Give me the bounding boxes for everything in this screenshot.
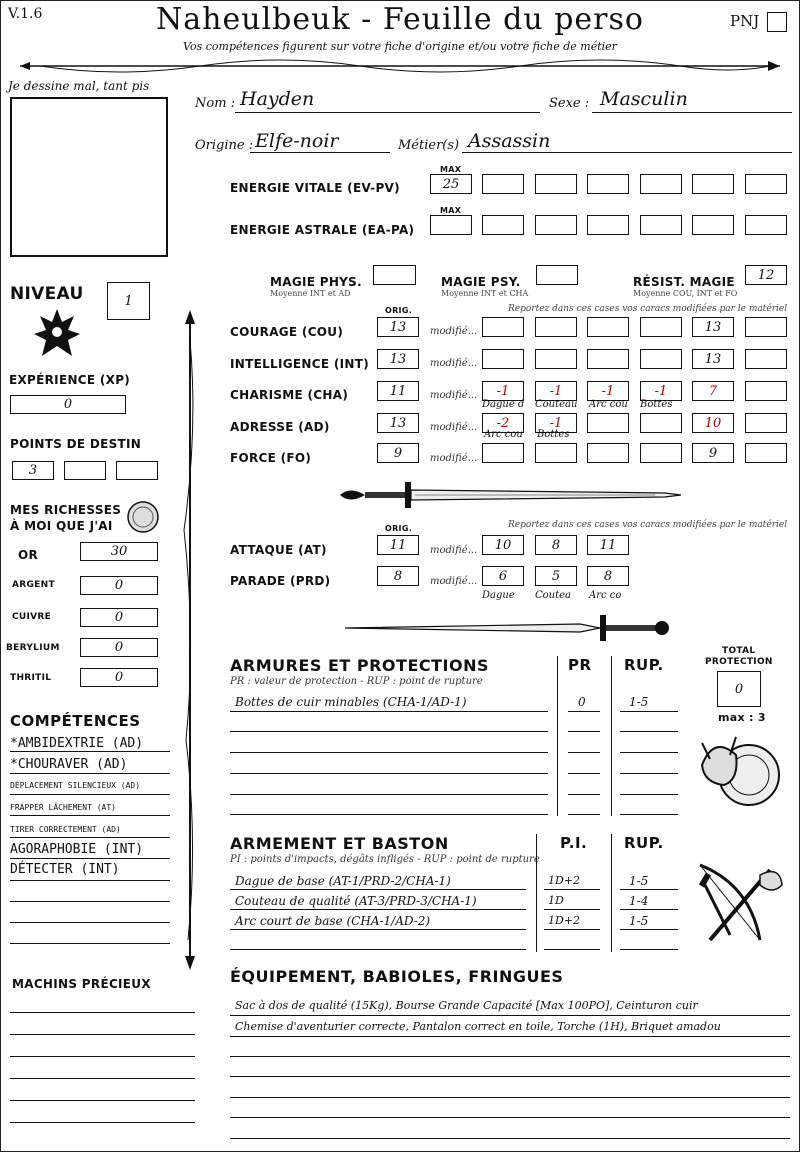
mod-box[interactable]: [640, 349, 682, 369]
nom-value[interactable]: Hayden: [240, 88, 315, 110]
page-subtitle: Vos compétences figurent sur votre fiche d'origine et/ou votre fiche de métier: [183, 40, 617, 53]
mod-box[interactable]: 10: [692, 413, 734, 433]
weapons-icon: [690, 855, 790, 950]
arme-rup[interactable]: 1-4: [629, 894, 649, 908]
ev-box[interactable]: [692, 174, 734, 194]
ev-box[interactable]: [745, 174, 787, 194]
ev-max-box[interactable]: 25: [430, 174, 472, 194]
xp-label: EXPÉRIENCE (XP): [9, 373, 131, 387]
argent-box[interactable]: 0: [80, 576, 158, 595]
modif-label: modifié...: [430, 326, 478, 337]
mod-box[interactable]: -1: [535, 413, 577, 433]
competence-item[interactable]: *CHOURAVER (AD): [10, 757, 128, 772]
ea-box[interactable]: [692, 215, 734, 235]
magie-phys-sub: Moyenne INT et AD: [270, 289, 351, 298]
attaque-label: ATTAQUE (AT): [230, 543, 327, 557]
sexe-value[interactable]: Masculin: [600, 88, 688, 110]
cuivre-label: CUIVRE: [12, 612, 52, 622]
page-title: Naheulbeuk - Feuille du perso: [156, 2, 644, 37]
equipement-line[interactable]: Sac à dos de qualité (15Kg), Bourse Grande Capacité [Max 100PO], Ceinturon cuir: [235, 999, 698, 1012]
orig-label: ORIG.: [385, 306, 413, 315]
ev-label: ENERGIE VITALE (EV-PV): [230, 181, 400, 195]
richesses-label-1: MES RICHESSES: [10, 503, 122, 517]
magie-phys-label: MAGIE PHYS.: [270, 275, 362, 289]
stats-note: Reportez dans ces cases vos caracs modifiées par le matériel: [508, 304, 788, 314]
machins-title: MACHINS PRÉCIEUX: [12, 977, 151, 991]
destin-box-3[interactable]: [116, 461, 158, 480]
mod-box[interactable]: [587, 443, 629, 463]
mod-box[interactable]: [640, 443, 682, 463]
modif-label: modifié...: [430, 453, 478, 464]
resist-magie-label: RÉSIST. MAGIE: [633, 275, 735, 289]
total-label-1: TOTAL: [722, 646, 756, 656]
mod-box[interactable]: -2: [482, 413, 524, 433]
pnj-checkbox[interactable]: [767, 12, 787, 32]
metier-value[interactable]: Assassin: [468, 130, 551, 152]
mod-box[interactable]: -1: [482, 381, 524, 401]
ea-max-box[interactable]: [430, 215, 472, 235]
mod-box[interactable]: [745, 317, 787, 337]
parade-label: PARADE (PRD): [230, 574, 331, 588]
combat-orig-label: ORIG.: [385, 524, 413, 533]
mod-box[interactable]: [482, 349, 524, 369]
competence-item[interactable]: DÉTECTER (INT): [10, 862, 120, 877]
ea-box[interactable]: [640, 215, 682, 235]
arme-name[interactable]: Couteau de qualité (AT-3/PRD-3/CHA-1): [235, 894, 477, 908]
mod-box[interactable]: [482, 317, 524, 337]
destin-label: POINTS DE DESTIN: [10, 437, 142, 451]
xp-box[interactable]: 0: [10, 395, 126, 414]
ea-label: ENERGIE ASTRALE (EA-PA): [230, 223, 415, 237]
cuivre-box[interactable]: 0: [80, 608, 158, 627]
destin-box-2[interactable]: [64, 461, 106, 480]
armure-rup[interactable]: 1-5: [629, 695, 649, 709]
mod-box[interactable]: [640, 317, 682, 337]
mod-box[interactable]: [587, 413, 629, 433]
arme-pi[interactable]: 1D+2: [548, 874, 581, 887]
stat-label-int: INTELLIGENCE (INT): [230, 357, 369, 371]
combat-caption: Arc co: [589, 590, 622, 601]
cha-caption: Dague d: [482, 399, 525, 410]
stat-label-cou: COURAGE (COU): [230, 325, 344, 339]
armures-col-rup: RUP.: [624, 656, 664, 674]
armure-pr[interactable]: 0: [578, 695, 586, 709]
coin-icon: [126, 500, 160, 534]
ev-box[interactable]: [587, 174, 629, 194]
thritil-label: THRITIL: [10, 673, 52, 683]
or-label: OR: [18, 548, 39, 562]
mod-box[interactable]: 13: [692, 317, 734, 337]
magie-phys-box[interactable]: [373, 265, 416, 285]
destin-box-1[interactable]: 3: [12, 461, 54, 480]
arme-pi[interactable]: 1D+2: [548, 914, 581, 927]
mod-box[interactable]: [745, 443, 787, 463]
armement-title: ARMEMENT ET BASTON: [230, 834, 449, 853]
mod-box[interactable]: [745, 381, 787, 401]
ea-box[interactable]: [535, 215, 577, 235]
parade-orig-box[interactable]: 8: [377, 566, 419, 586]
mod-box[interactable]: -1: [535, 381, 577, 401]
mod-box[interactable]: [535, 443, 577, 463]
ea-box[interactable]: [745, 215, 787, 235]
pnj-label: PNJ: [730, 12, 760, 30]
magie-psy-sub: Moyenne INT et CHA: [441, 289, 529, 298]
modif-label: modifié...: [430, 576, 478, 587]
modif-label: modifié...: [430, 545, 478, 556]
orig-box-int[interactable]: 13: [377, 349, 419, 369]
max-protection-label: max : 3: [718, 711, 766, 724]
spear-divider-icon: [0, 52, 800, 80]
sword-icon: [340, 611, 680, 645]
argent-label: ARGENT: [12, 580, 55, 590]
orig-box-fo[interactable]: 9: [377, 443, 419, 463]
resist-magie-sub: Moyenne COU, INT et FO: [633, 289, 738, 298]
ev-box[interactable]: [482, 174, 524, 194]
attaque-orig-box[interactable]: 11: [377, 535, 419, 555]
berylium-box[interactable]: 0: [80, 638, 158, 657]
magie-psy-box[interactable]: [536, 265, 578, 285]
mod-box[interactable]: [535, 349, 577, 369]
competences-title: COMPÉTENCES: [10, 712, 141, 730]
nom-label: Nom :: [195, 96, 236, 111]
stat-label-cha: CHARISME (CHA): [230, 388, 349, 402]
stat-label-ad: ADRESSE (AD): [230, 420, 330, 434]
orig-box-cha[interactable]: 11: [377, 381, 419, 401]
stat-label-fo: FORCE (FO): [230, 451, 312, 465]
richesses-label-2: À MOI QUE J'AI: [10, 519, 113, 533]
armures-sub: PR : valeur de protection - RUP : point de rupture: [230, 676, 483, 687]
ad-caption: Bottes: [537, 429, 570, 440]
version-label: V.1.6: [8, 6, 43, 22]
arme-name[interactable]: Dague de base (AT-1/PRD-2/CHA-1): [235, 874, 451, 888]
sexe-label: Sexe :: [549, 96, 590, 111]
equipement-title: ÉQUIPEMENT, BABIOLES, FRINGUES: [230, 967, 564, 986]
niveau-label: NIVEAU: [10, 284, 84, 304]
helmet-shield-icon: [694, 725, 784, 815]
mod-box[interactable]: [745, 413, 787, 433]
ev-max-label: MAX: [440, 165, 462, 174]
mod-box[interactable]: [587, 317, 629, 337]
berylium-label: BERYLIUM: [6, 643, 60, 653]
attaque-mod-box[interactable]: 8: [535, 535, 577, 555]
orig-box-cou[interactable]: 13: [377, 317, 419, 337]
armures-title: ARMURES ET PROTECTIONS: [230, 656, 489, 675]
competence-item[interactable]: FRAPPER LÂCHEMENT (AT): [10, 803, 116, 812]
dragon-icon: [32, 304, 82, 364]
or-box[interactable]: 30: [80, 542, 158, 561]
arme-rup[interactable]: 1-5: [629, 914, 649, 928]
mod-box[interactable]: [745, 349, 787, 369]
ad-caption: Arc cou: [484, 429, 523, 440]
armure-name[interactable]: Bottes de cuir minables (CHA-1/AD-1): [235, 695, 467, 709]
attaque-mod-box[interactable]: 11: [587, 535, 629, 555]
ea-box[interactable]: [482, 215, 524, 235]
competence-item[interactable]: AGORAPHOBIE (INT): [10, 842, 144, 857]
combat-caption: Coutea: [535, 590, 572, 601]
ea-max-label: MAX: [440, 206, 462, 215]
sword-icon: [335, 478, 685, 512]
mod-box[interactable]: [482, 443, 524, 463]
ev-box[interactable]: [640, 174, 682, 194]
ev-box[interactable]: [535, 174, 577, 194]
cha-caption: Couteau: [535, 399, 578, 410]
orig-box-ad[interactable]: 13: [377, 413, 419, 433]
origine-label: Origine :: [195, 138, 254, 153]
competence-item[interactable]: DÉPLACEMENT SILENCIEUX (AD): [10, 781, 141, 790]
attaque-mod-box[interactable]: 10: [482, 535, 524, 555]
mod-box[interactable]: 9: [692, 443, 734, 463]
armement-col-rup: RUP.: [624, 834, 664, 852]
parade-mod-box[interactable]: 5: [535, 566, 577, 586]
arme-name[interactable]: Arc court de base (CHA-1/AD-2): [235, 914, 431, 928]
armement-sub: PI : points d'impacts, dégâts infligés - RUP : point de rupture: [230, 854, 540, 865]
competence-item[interactable]: TIRER CORRECTEMENT (AD): [10, 825, 121, 834]
parade-mod-box[interactable]: 6: [482, 566, 524, 586]
metier-label: Métier(s): [398, 138, 460, 153]
mod-box[interactable]: [640, 413, 682, 433]
thritil-box[interactable]: 0: [80, 668, 158, 687]
arme-pi[interactable]: 1D: [548, 894, 564, 907]
armement-col-pi: P.I.: [560, 834, 588, 852]
armures-col-pr: PR: [568, 656, 592, 674]
vertical-spear-icon: [180, 310, 200, 970]
modif-label: modifié...: [430, 422, 478, 433]
total-label-2: PROTECTION: [705, 657, 773, 667]
mod-box[interactable]: 13: [692, 349, 734, 369]
parade-mod-box[interactable]: 8: [587, 566, 629, 586]
cha-caption: Arc cou: [589, 399, 628, 410]
total-protection-box[interactable]: 0: [717, 671, 761, 707]
arme-rup[interactable]: 1-5: [629, 874, 649, 888]
resist-magie-box[interactable]: 12: [745, 265, 787, 285]
combat-caption: Dague: [482, 590, 515, 601]
mod-box[interactable]: [587, 349, 629, 369]
mod-box[interactable]: 7: [692, 381, 734, 401]
portrait-caption: Je dessine mal, tant pis: [8, 79, 150, 93]
competence-item[interactable]: *AMBIDEXTRIE (AD): [10, 736, 144, 751]
origine-value[interactable]: Elfe-noir: [255, 130, 339, 152]
cha-caption: Bottes: [640, 399, 673, 410]
equipement-line[interactable]: Chemise d'aventurier correcte, Pantalon correct en toile, Torche (1H), Briquet amadou: [235, 1020, 721, 1033]
magie-psy-label: MAGIE PSY.: [441, 275, 521, 289]
combat-note: Reportez dans ces cases vos caracs modifiées par le matériel: [508, 520, 788, 530]
niveau-box[interactable]: 1: [107, 282, 150, 320]
mod-box[interactable]: -1: [587, 381, 629, 401]
modif-label: modifié...: [430, 390, 478, 401]
modif-label: modifié...: [430, 358, 478, 369]
mod-box[interactable]: [535, 317, 577, 337]
ea-box[interactable]: [587, 215, 629, 235]
mod-box[interactable]: -1: [640, 381, 682, 401]
portrait-box[interactable]: [10, 97, 168, 257]
